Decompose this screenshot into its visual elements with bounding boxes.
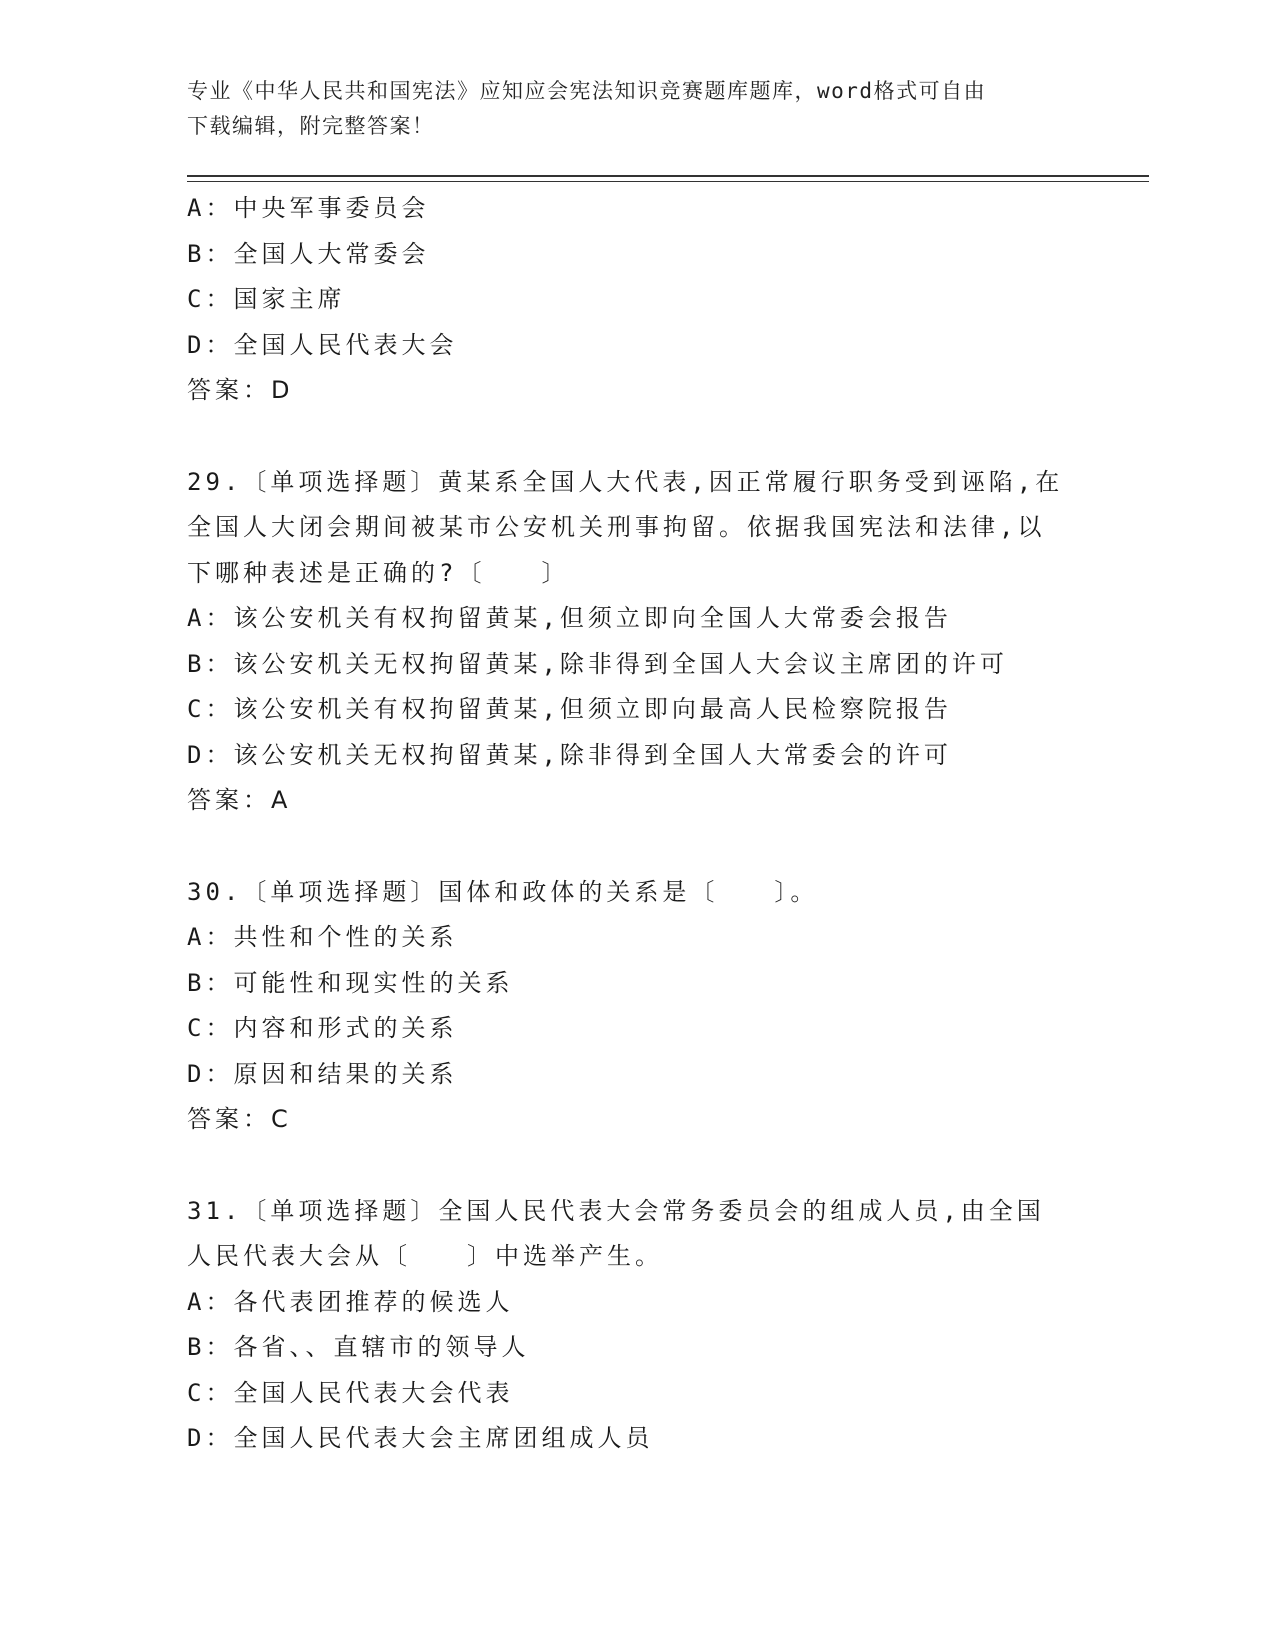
question-text-line: 31.〔单项选择题〕全国人民代表大会常务委员会的组成人员,由全国: [187, 1196, 1045, 1225]
option-a: A：中央军事委员会: [187, 194, 430, 222]
option-d: D：全国人民代表大会主席团组成人员: [187, 1424, 654, 1452]
option-a: A：该公安机关有权拘留黄某,但须立即向全国人大常委会报告: [187, 604, 952, 632]
question-list: [187, 186, 1087, 1462]
option-b: B：该公安机关无权拘留黄某,除非得到全国人大会议主席团的许可: [187, 649, 1008, 678]
question-31: [187, 1189, 1087, 1462]
question-28: [187, 186, 1087, 414]
option-d: D：原因和结果的关系: [187, 1059, 458, 1088]
option-c: C：内容和形式的关系: [187, 1014, 458, 1042]
answer: 答案：C: [187, 1105, 292, 1133]
option-b: B：全国人大常委会: [187, 239, 430, 268]
question-text-line: 下哪种表述是正确的?〔 〕: [187, 558, 570, 587]
header-divider-thick: [187, 175, 1149, 177]
question-text-line: 全国人大闭会期间被某市公安机关刑事拘留。依据我国宪法和法律,以: [187, 513, 1046, 541]
option-b: B：各省、、直辖市的领导人: [187, 1333, 530, 1361]
question-29: [187, 460, 1087, 824]
option-a: A：各代表团推荐的候选人: [187, 1287, 514, 1316]
question-30: [187, 870, 1087, 1143]
question-text-line: 人民代表大会从〔 〕中选举产生。: [187, 1242, 663, 1270]
answer: 答案：A: [187, 786, 292, 814]
option-c: C：全国人民代表大会代表: [187, 1378, 514, 1407]
header-line-2: 下载编辑，附完整答案！: [187, 114, 435, 138]
option-c: C：该公安机关有权拘留黄某,但须立即向最高人民检察院报告: [187, 695, 952, 723]
option-d: D：该公安机关无权拘留黄某,除非得到全国人大常委会的许可: [187, 740, 952, 769]
answer: 答案：D: [187, 376, 294, 404]
option-a: A：共性和个性的关系: [187, 923, 458, 951]
document-header: [187, 74, 1067, 144]
header-line-1: 专业《中华人民共和国宪法》应知应会宪法知识竞赛题库题库，word格式可自由: [187, 79, 987, 103]
option-b: B：可能性和现实性的关系: [187, 968, 514, 997]
option-c: C：国家主席: [187, 285, 346, 313]
question-text-line: 29.〔单项选择题〕黄某系全国人大代表,因正常履行职务受到诬陷,在: [187, 467, 1064, 496]
header-divider-thin: [187, 181, 1149, 182]
option-d: D：全国人民代表大会: [187, 330, 458, 359]
question-text-line: 30.〔单项选择题〕国体和政体的关系是〔 〕。: [187, 877, 819, 906]
